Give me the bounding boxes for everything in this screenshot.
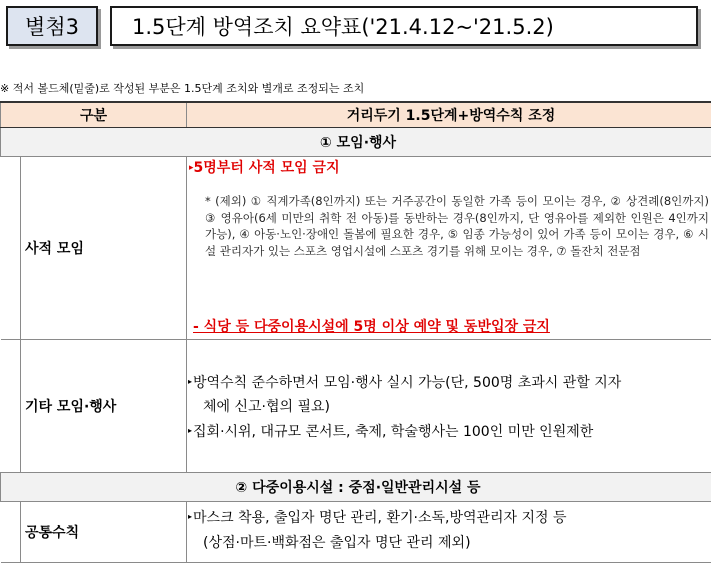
bullet-triangle-icon: ▸ xyxy=(188,426,193,435)
category-common-rules: 공통수칙 xyxy=(21,502,187,563)
note-text: ※ 적서 볼드체(밑줄)로 작성된 부분은 1.5단계 조치와 별개로 조정되는 조치 xyxy=(0,82,365,95)
bullet-line-1-cont: 체에 신고·협의 필요) xyxy=(203,399,331,415)
common-rules-line-2: (상점·마트·백화점은 출입자 명단 관리 제외) xyxy=(203,535,471,551)
exception-text: * (제외) ① 직계가족(8인까지) 또는 거주공간이 동일한 가족 등이 모이는 경우, ② 상견례(8인까지) ③ 영유아(6세 미만의 취학 전 아동)를 동반하는 경우(8인까지, 단 영유아를 제외한 인원은 4인까지 가능), ④ 아동·노인·장애인 돌봄에 필요한 경우, ⑤ 임종 가능성이 있어 가족 등이 모이는 경우, ⑥ 시설 관리자가 있는 스포츠 영업시설에 스포츠 경기를 위해 모이는 경우, ⑦ 돌잔치 전문점 xyxy=(205,194,709,258)
bullet-line-2-text: 집회·시위, 대규모 콘서트, 축제, 학술행사는 100인 미만 인원제한 xyxy=(193,424,594,440)
header-measure: 거리두기 1.5단계+방역수칙 조정 xyxy=(187,102,711,128)
section-row-gatherings xyxy=(1,128,711,157)
document-title xyxy=(110,6,698,46)
header-category: 구분 xyxy=(1,102,187,128)
title-area xyxy=(6,6,698,50)
bullet-triangle-icon: ▸ xyxy=(189,163,194,173)
attachment-badge: 별첨3 xyxy=(6,6,98,46)
table-header-row xyxy=(1,102,711,128)
indent-cell xyxy=(1,340,21,473)
section-row-facilities xyxy=(1,473,711,502)
common-rules-line-1-text: 마스크 착용, 출입자 명단 관리, 환기·소독,방역관리자 지정 등 xyxy=(193,510,567,526)
document-title-text: 1.5단계 방역조치 요약표('21.4.12~'21.5.2) xyxy=(132,15,554,39)
indent-cell xyxy=(1,157,21,340)
section-title-facilities: ② 다중이용시설 : 중점·일반관리시설 등 xyxy=(1,473,711,502)
table-row-common-rules xyxy=(1,502,711,563)
measure-private-gathering xyxy=(187,157,711,340)
reservation-ban-text: - 식당 등 다중이용시설에 5명 이상 예약 및 동반입장 금지 xyxy=(193,319,550,335)
bullet-triangle-icon: ▸ xyxy=(188,377,193,386)
headline-ban-text: 5명부터 사적 모임 금지 xyxy=(193,160,340,176)
bullet-line-1 xyxy=(188,372,621,392)
table-row-private-gathering xyxy=(1,157,711,340)
measure-other-gathering xyxy=(187,340,711,473)
section-title-gatherings: ① 모임·행사 xyxy=(1,128,711,157)
common-rules-line-1 xyxy=(188,507,567,527)
indent-cell xyxy=(1,502,21,563)
bullet-line-1-text: 방역수칙 준수하면서 모임·행사 실시 가능(단, 500명 초과시 관할 지자 xyxy=(193,375,622,391)
bullet-line-2 xyxy=(188,421,593,441)
measures-table xyxy=(0,101,711,563)
bullet-triangle-icon: ▸ xyxy=(188,512,193,521)
table-row-other-gathering xyxy=(1,340,711,473)
category-private-gathering: 사적 모임 xyxy=(21,157,187,340)
headline-ban xyxy=(189,157,340,177)
category-other-gathering: 기타 모임·행사 xyxy=(21,340,187,473)
measure-common-rules xyxy=(187,502,711,563)
